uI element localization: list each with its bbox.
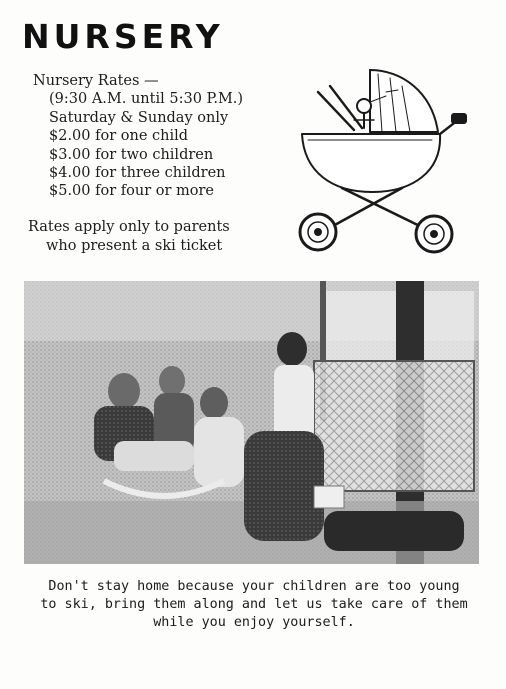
baby-carriage-icon [282, 62, 472, 262]
rates-note-line: Rates apply only to parents [28, 219, 230, 235]
nursery-children-photo [24, 281, 479, 564]
rates-hours: (9:30 A.M. until 5:30 P.M.) [49, 91, 244, 108]
rate-line: $5.00 for four or more [49, 183, 214, 200]
caption-line: Don't stay home because your children are too young [48, 579, 460, 594]
flyer-caption [14, 578, 494, 632]
rates-note-line: who present a ski ticket [46, 238, 223, 254]
rate-line: $4.00 for three children [49, 165, 226, 182]
rate-line: $2.00 for one child [49, 128, 189, 145]
rate-line: $3.00 for two children [49, 146, 214, 163]
rates-days: Saturday & Sunday only [49, 109, 229, 126]
caption-line: while you enjoy yourself. [153, 615, 355, 630]
rates-note [28, 218, 230, 256]
page-title: NURSERY [22, 17, 224, 56]
rates-list [33, 72, 243, 201]
caption-line: to ski, bring them along and let us take care of them [40, 597, 468, 612]
rates-heading: Nursery Rates — [33, 73, 159, 89]
